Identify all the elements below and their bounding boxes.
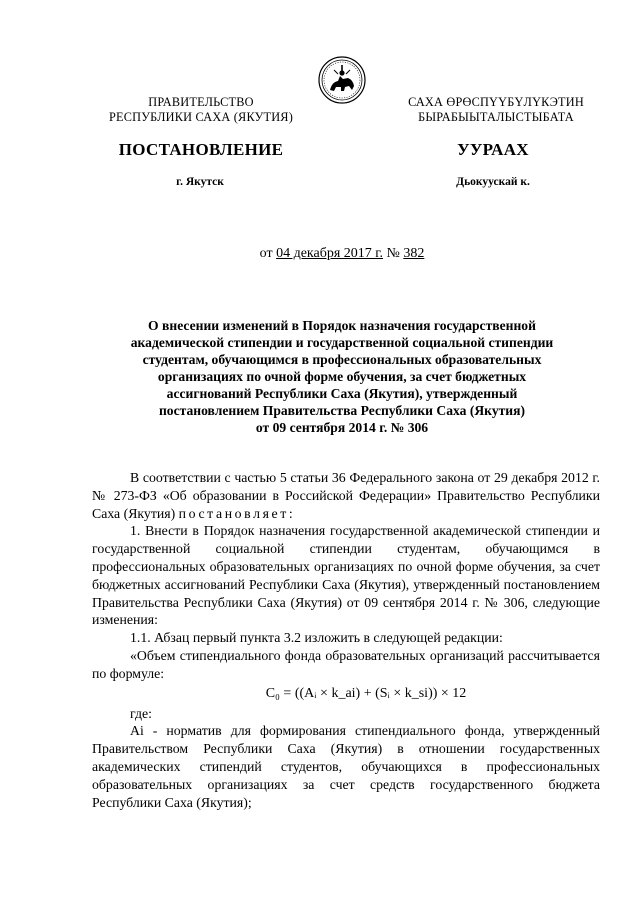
coat-of-arms-emblem: [318, 56, 366, 104]
scholarship-fund-formula: [92, 683, 600, 705]
paragraph-item-1: 1. Внести в Порядок назначения государственной академической стипендии и государственной социальной стипендии студентам, обучающимся в профессиональных образовательных организациях по очной форме обучения, за счет бюджетных ассигнований Республики Саха (Якутия), утвержденный постановлением Правительства Республики Саха (Якутия) от 09 сентября 2014 г. № 306, следующие изменения:: [92, 523, 600, 628]
document-type-ru: ПОСТАНОВЛЕНИЕ: [118, 140, 284, 159]
subject-line: организациях по очной форме обучения, за счет бюджетных: [157, 369, 527, 384]
subject-line: О внесении изменений в Порядок назначения государственной: [148, 318, 536, 333]
decree-date: 04 декабря 2017 г.: [276, 246, 383, 261]
formula-text: C₀ = ((Aᵢ × k_ai) + (Sᵢ × k_si)) × 12: [265, 685, 467, 701]
decree-prefix: от: [259, 246, 273, 261]
government-name-ru: [92, 95, 310, 125]
decree-number: 382: [403, 246, 425, 261]
city-sakha: Дьокуускай к.: [456, 176, 530, 188]
paragraph-where: где:: [130, 705, 152, 721]
decree-subject: [112, 317, 572, 436]
paragraph-preamble: [92, 469, 600, 522]
resolves-word: постановляет:: [178, 505, 296, 521]
government-name-ru-line2: РЕСПУБЛИКИ САХА (ЯКУТИЯ): [108, 110, 294, 124]
paragraph-item-1-1: 1.1. Абзац первый пункта 3.2 изложить в следующей редакции:: [130, 630, 503, 646]
paragraph-quote-start: «Объем стипендиального фонда образовательных организаций рассчитывается по формуле:: [92, 647, 600, 681]
subject-line: от 09 сентября 2014 г. № 306: [255, 420, 429, 435]
government-name-ru-line1: ПРАВИТЕЛЬСТВО: [148, 95, 254, 109]
subject-line: студентам, обучающимся в профессиональных образовательных: [142, 352, 542, 367]
government-name-sakha: [385, 95, 607, 125]
document-body: [92, 469, 600, 811]
government-name-sakha-line1: САХА ӨРӨСПҮҮБҮЛҮКЭТИН: [408, 95, 584, 109]
subject-line: ассигнований Республики Саха (Якутия), утвержденный: [166, 386, 518, 401]
city-ru: г. Якутск: [176, 176, 224, 188]
decree-date-number: [200, 245, 484, 263]
paragraph-ai-definition: Ai - норматив для формирования стипендиального фонда, утвержденный Правительством Республики Саха (Якутия) в отношении государственных академических стипендий студентов, обучающихся в профессиональных образовательных организациях за счет средств государственного бюджета Республики Саха (Якутия);: [92, 723, 600, 810]
document-type-sakha: УУРААХ: [457, 140, 529, 159]
preamble-text: В соответствии с частью 5 статьи 36 Федерального закона от 29 декабря 2012 г. № 273-ФЗ «Об образовании в Российской Федерации» Правительство Республики Саха (Якутия): [92, 470, 600, 521]
subject-line: академической стипендии и государственной социальной стипендии: [130, 335, 554, 350]
government-name-sakha-line2: БЫРАБЫЫТАЛЫСТЫБАТА: [418, 110, 574, 124]
decree-number-sign: №: [386, 246, 400, 261]
subject-line: постановлением Правительства Республики Саха (Якутия): [158, 403, 526, 418]
